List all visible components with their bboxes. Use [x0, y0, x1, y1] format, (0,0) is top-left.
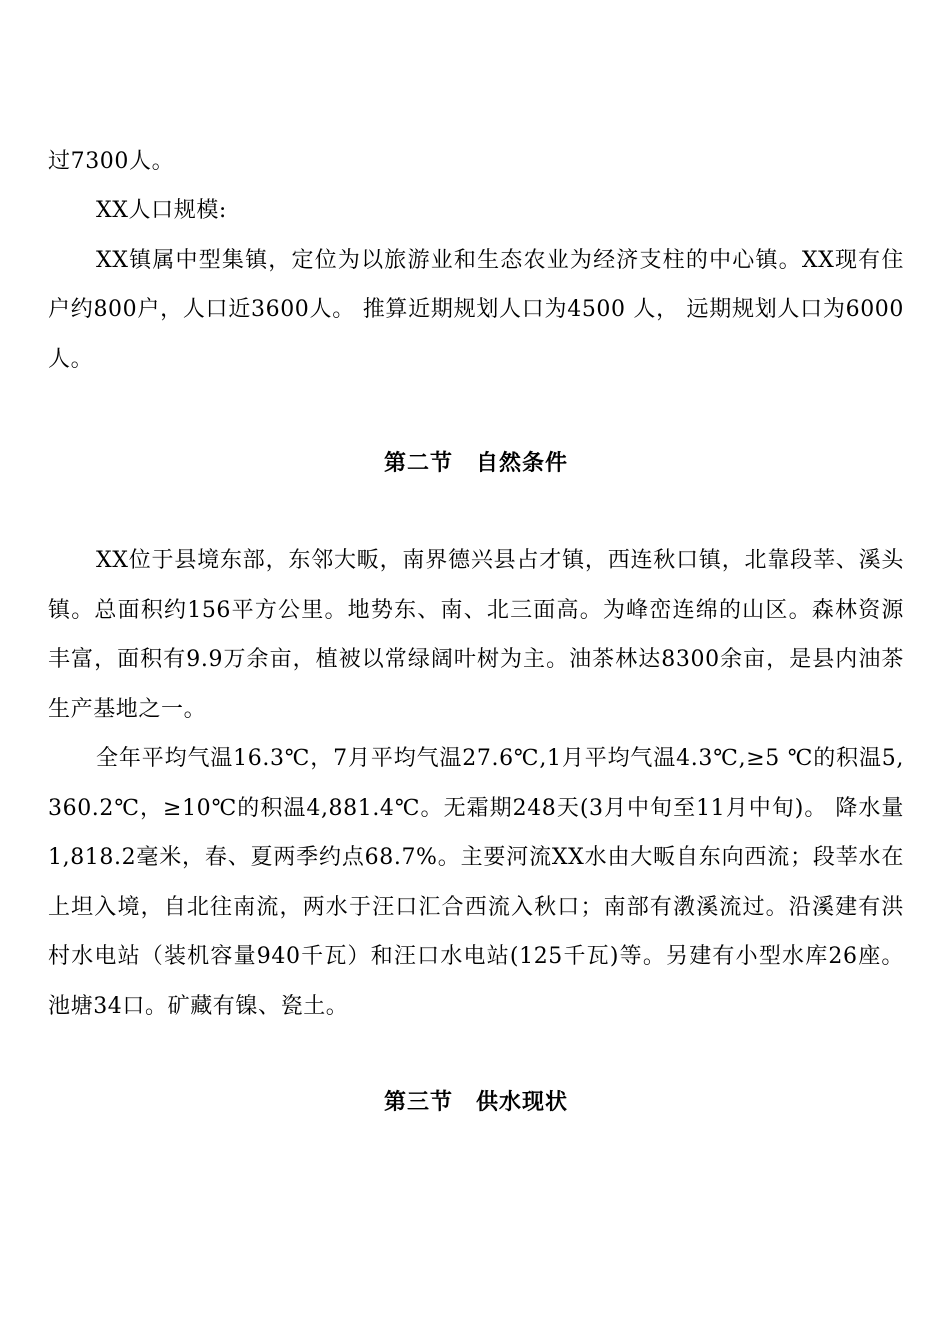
section-heading-water-supply: 第三节 供水现状: [383, 1090, 568, 1115]
paragraph-population-heading: XX人口规模:: [96, 198, 227, 223]
paragraph-geography: XX位于县境东部，东邻大畈，南界德兴县占才镇，西连秋口镇，北靠段莘、溪头镇。总面积约156平方公里。地势东、南、北三面高。为峰峦连绵的山区。森林资源丰富，面积有9.9万余亩，植被以常绿阔叶树为主。油茶林达8300余亩，是县内油茶生产基地之一。: [48, 548, 904, 722]
section-heading-natural-conditions: 第二节 自然条件: [383, 451, 568, 476]
paragraph-continuation: 过7300人。: [48, 149, 175, 174]
paragraph-climate: 全年平均气温16.3℃，7月平均气温27.6℃,1月平均气温4.3℃,≥5 ℃的积温5,360.2℃，≥10℃的积温4,881.4℃。无霜期248天(3月中旬至11月中旬)。 降水量1,818.2毫米，春、夏两季约点68.7%。主要河流XX水由大畈自东向西流；段莘水在上坦入境，自北往南流，两水于汪口汇合西流入秋口；南部有漖溪流过。沿溪建有洪村水电站（装机容量940千瓦）和汪口水电站(125千瓦)等。另建有小型水库26座。池塘34口。矿藏有镍、瓷土。: [48, 746, 904, 1019]
paragraph-population-scale: XX镇属中型集镇，定位为以旅游业和生态农业为经济支柱的中心镇。XX现有住户约800户，人口近3600人。 推算近期规划人口为4500 人， 远期规划人口为6000人。: [48, 247, 904, 372]
document-page: [48, 137, 904, 1127]
